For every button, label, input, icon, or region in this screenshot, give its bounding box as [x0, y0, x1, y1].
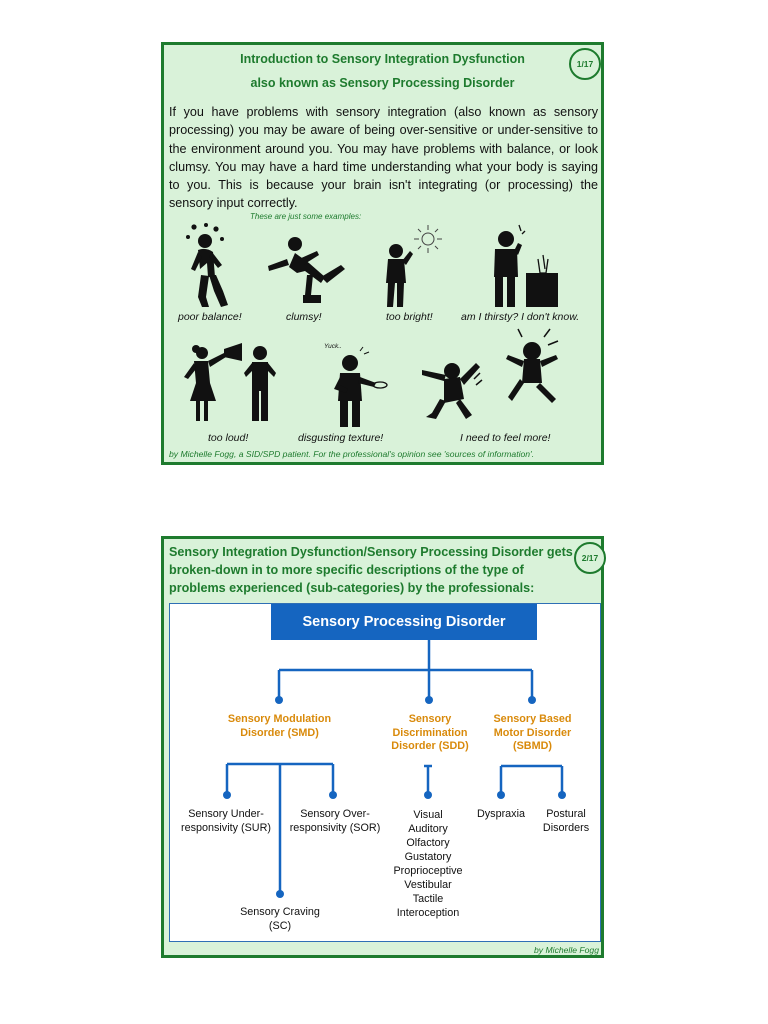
slide-1-title-line-1: Introduction to Sensory Integration Dysfunction	[240, 52, 525, 66]
spd-hierarchy-diagram	[169, 603, 601, 942]
examples-note: These are just some examples:	[250, 212, 362, 221]
jumping-figure-icon	[414, 327, 564, 425]
example-caption: disgusting texture!	[298, 432, 384, 444]
slide-1	[161, 42, 604, 465]
page-number-badge: 1/17	[569, 48, 601, 80]
dizzy-figure-icon	[178, 219, 240, 309]
slide-1-credit: by Michelle Fogg, a SID/SPD patient. For the professional's opinion see 'sources of information'.	[169, 449, 535, 459]
slide-2-credit: by Michelle Fogg	[534, 945, 599, 955]
example-caption: I need to feel more!	[460, 432, 551, 444]
example-caption: am I thirsty? I don't know.	[461, 311, 580, 323]
page-number-badge: 2/17	[574, 542, 606, 574]
slide-1-intro-text: If you have problems with sensory integration (also known as sensory processing) you may be aware of being over-sensitive or under-sensitive to the environment around you. You may have problems with balance, or look clumsy. You may have a hard time understanding what your body is saying to you. This is because your brain isn't integrating (or processing) the sensory input correctly.	[169, 105, 598, 211]
slide-2-intro-text: Sensory Integration Dysfunction/Sensory Processing Disorder gets broken-down in to more specific descriptions of the type of problems experienced (sub-categories) by the professionals:	[169, 545, 573, 595]
example-caption: too bright!	[386, 311, 433, 323]
root-node: Sensory Processing Disorder	[271, 604, 537, 640]
slide-2	[161, 536, 604, 958]
example-caption: poor balance!	[178, 311, 242, 323]
shielding-eyes-figure-icon	[376, 221, 448, 309]
example-caption: clumsy!	[286, 311, 322, 323]
category-sdd: Sensory Discrimination Disorder (SDD)	[391, 713, 469, 752]
leaf-sor: Sensory Over-responsivity (SOR)	[289, 808, 381, 834]
slide-1-title-line-2: also known as Sensory Processing Disorder	[250, 76, 515, 90]
thirsty-figure-icon	[488, 221, 560, 309]
category-smd: Sensory Modulation Disorder (SMD)	[227, 713, 332, 739]
leaf-postural: Postural Disorders	[542, 808, 590, 834]
yuck-label: Yuck..	[324, 343, 342, 350]
leaf-sdd-senses: Visual Auditory Olfactory Gustatory Proprioceptive Vestibular Tactile Interoception	[393, 809, 463, 919]
leaf-sc: Sensory Craving (SC)	[240, 906, 320, 932]
leaf-sur: Sensory Under-responsivity (SUR)	[181, 808, 271, 834]
example-caption: too loud!	[208, 432, 249, 444]
eating-figure-icon	[320, 343, 390, 429]
tripping-figure-icon	[265, 233, 351, 309]
leaf-dyspraxia: Dyspraxia	[476, 808, 525, 820]
category-sbmd: Sensory Based Motor Disorder (SBMD)	[493, 713, 572, 752]
megaphone-figures-icon	[180, 343, 280, 425]
